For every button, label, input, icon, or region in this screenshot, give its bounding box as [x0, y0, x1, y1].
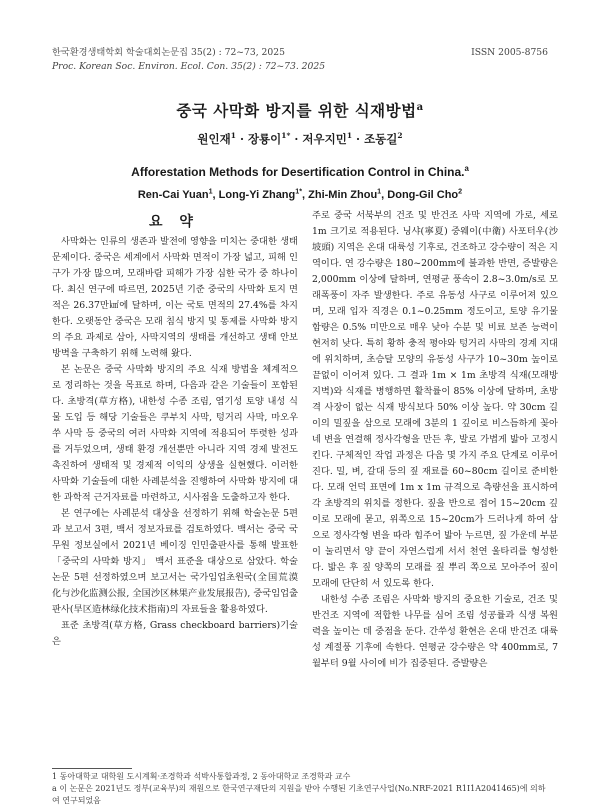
paragraph: 본 연구에는 사례분석 대상을 선정하기 위해 학술논문 5편과 보고서 3편, 백서 정보자료를 검토하였다. 백서는 중국 국무원 정보실에서 2021년 베이징 인민출판사를 통해 발표한 「중국의 사막화 방지」 백서 표준을 대상으로 삼았다. 학술 논문 5편 선정하였으며 보고서는 국가임업초원국(全国荒漠化与沙化监测公报, 全国沙区林果产业发展报告), 중국임업출판사(旱区造林绿化技术指南)의 자료들을 활용하였다.	[52, 508, 298, 615]
paper-title-ko	[0, 99, 600, 121]
paragraph: 주로 중국 서북부의 건조 및 반건조 사막 지역에 가로, 세로 1m 크기로 적용된다. 닝샤(寧夏) 중웨이(中衛) 사포터우(沙坡頭) 지역은 온대 대륙성 기후로, 건조하고 강수량이 적은 지역이다. 연 강수량은 180~200mm에 불과한 반면, 증발량은 2,000mm 이상에 달하며, 연평균 풍속이 2.8~3.0m/s로 모래폭풍이 자주 발생한다. 주로 유동성 사구로 이루어져 있으며, 모래 입자 직경은 0.1~0.25mm 정도이고, 토양 유기물 함량은 0.5% 미만으로 매우 낮아 수분 및 비료 보존 능력이 현저히 낮다. 특히 황하 충적 평야와 텅거리 사막의 경계 지대에 위치하며, 초승달 모양의 유동성 사구가 10~30m 높이로 끝없이 이어져 있다. 그 결과 1m × 1m 초방격 식재(모래방지벽)와 식재를 병행하면 활착률이 85% 이상에 달하며, 초방격 사장이 없는 식재 방식보다 50% 이상 높다. 약 30cm 길이의 밀짚을 삼으로 모래에 3분의 1 깊이로 비스듬하게 꽂아 네 변을 연결해 정사각형을 만든 후, 발로 가볍게 밟아 고정시킨다. 구체적인 작업 과정은 다음 몇 가지 주요 단계로 이루어진다. 밀, 벼, 갈대 등의 짚 재료를 60~80cm 길이로 준비한다. 모래 언덕 표면에 1m x 1m 규격으로 측량선을 표시하여 각 초방격의 위치를 정한다. 짚을 반으로 접어 15~20cm 깊이로 모래에 묻고, 위쪽으로 15~20cm가 드러나게 하여 삼으로 정사각형 변을 따라 힘주어 밟아 누르면, 짚 가운데 부분이 눌리면서 양 끝이 자연스럽게 서서 천연 울타리를 형성한다. 밟은 후 짚 양쪽의 모래를 짚 뿌리 쪽으로 모아주어 짚이 모래에 단단히 서 있도록 한다.	[312, 210, 558, 589]
footnotes	[52, 771, 548, 807]
abstract-left-column	[52, 234, 298, 762]
abstract-right-column	[312, 208, 558, 756]
author-separator: ,	[381, 189, 388, 201]
issn: ISSN 2005-8756	[471, 47, 548, 58]
author-en: Dong-Gil Cho	[387, 189, 459, 201]
journal-citation-en: Proc. Korean Soc. Environ. Ecol. Con. 35(2) : 72~73. 2025	[52, 61, 326, 72]
paragraph: 내한성 수종 조림은 사막화 방지의 중요한 기술로, 건조 및 반건조 지역에 적합한 나무를 심어 조림 성공률과 식생 복원력을 높이는 데 중점을 둔다. 간쑤성 환현은 온대 반건조 대륙성 계절풍 기후에 속한다. 연평균 강수량은 약 400mm로, 7월부터 9월 사이에 비가 집중된다. 증발량은	[312, 594, 558, 669]
journal-header	[52, 46, 548, 74]
journal-citation-ko: 한국환경생태학회 학술대회논문집 35(2) : 72~73, 2025	[52, 47, 285, 58]
paper-title-en-text: Afforestation Methods for Desertification Control in China.	[131, 165, 465, 179]
author-separator: ·	[352, 132, 365, 146]
author-affil: 1	[346, 131, 353, 141]
title-en-footnote-marker: a	[464, 164, 469, 173]
author-ko: 원인재	[197, 132, 231, 146]
author-affil: 1	[377, 187, 382, 196]
author-affil: 2	[397, 131, 403, 141]
footnote-affiliation: 1 동아대학교 대학원 도시계획·조경학과 석박사통합과정, 2 동아대학교 조경학과 교수	[52, 772, 351, 781]
footnote-divider	[52, 768, 132, 769]
author-ko: 장룡이	[247, 132, 282, 146]
paragraph: 표준 초방격(草方格, Grass checkboard barriers)기술은	[52, 620, 298, 647]
author-ko: 조동길	[364, 132, 398, 146]
authors-ko	[0, 131, 600, 147]
author-en: Zhi-Min Zhou	[308, 189, 378, 201]
paragraph: 사막화는 인류의 생존과 발전에 영향을 미치는 중대한 생태 문제이다. 중국은 세계에서 사막화 면적이 가장 넓고, 피해 인구가 가장 많으며, 모래바람 피해가 가장 심한 국가 중 하나이다. 최신 연구에 따르면, 2025년 기준 중국의 사막화 토지 면적은 26.37만㎢에 달하며, 이는 국토 면적의 27.4%를 차지한다. 오랫동안 중국은 모래 침식 방지 및 통제를 사막화 방지의 주요 과제로 삼아, 사막지역의 생태를 개선하고 생태 안보 방벽을 구축하기 위해 노력해 왔다.	[52, 236, 298, 359]
author-affil: 1	[230, 131, 236, 141]
author-en: Ren-Cai Yuan	[137, 189, 209, 201]
author-affil: 1*	[281, 131, 291, 141]
author-affil: 1	[208, 187, 213, 196]
author-separator: ·	[235, 132, 248, 146]
author-separator: ·	[290, 132, 303, 146]
authors-en	[0, 189, 600, 201]
author-affil: 2	[458, 187, 463, 196]
title-footnote-marker: a	[416, 101, 424, 113]
paragraph: 본 논문은 중국 사막화 방지의 주요 식재 방법을 체계적으로 정리하는 것을 목표로 하며, 다음과 같은 기술들이 포함된다. 초방격(草方格), 내한성 수종 조림, 염기성 토양 내성 식물 도입 등 해당 기술들은 쿠부치 사막, 텅거리 사막, 마오우쑤 사막 등 중국의 여러 사막화 지역에 적용되어 뚜렷한 성과를 거두었으며, 생태 환경 개선뿐만 아니라 지역 경제 발전도 촉진하여 생태적 및 경제적 이익의 상생을 실현했다. 이러한 사막화 기술들에 대한 사례분석을 진행하여 사막화 방지에 대한 과학적 근거자료를 마련하고, 시사점을 도출하고자 한다.	[52, 364, 298, 503]
author-en: Long-Yi Zhang	[218, 189, 296, 201]
author-affil: 1*	[295, 187, 303, 196]
paper-title-ko-text: 중국 사막화 방지를 위한 식재방법	[176, 101, 417, 120]
author-separator: ,	[302, 189, 309, 201]
footnote-funding: a 이 논문은 2021년도 정부(교육부)의 재원으로 한국연구재단의 지원을 받아 수행된 기초연구사업(No.NRF-2021 R1I1A2041465)에 의하여 연구되었음	[52, 784, 546, 805]
author-separator: ,	[212, 189, 219, 201]
abstract-heading: 요 약	[149, 214, 199, 230]
paper-title-en	[0, 165, 600, 179]
author-ko: 저우지민	[302, 132, 347, 146]
